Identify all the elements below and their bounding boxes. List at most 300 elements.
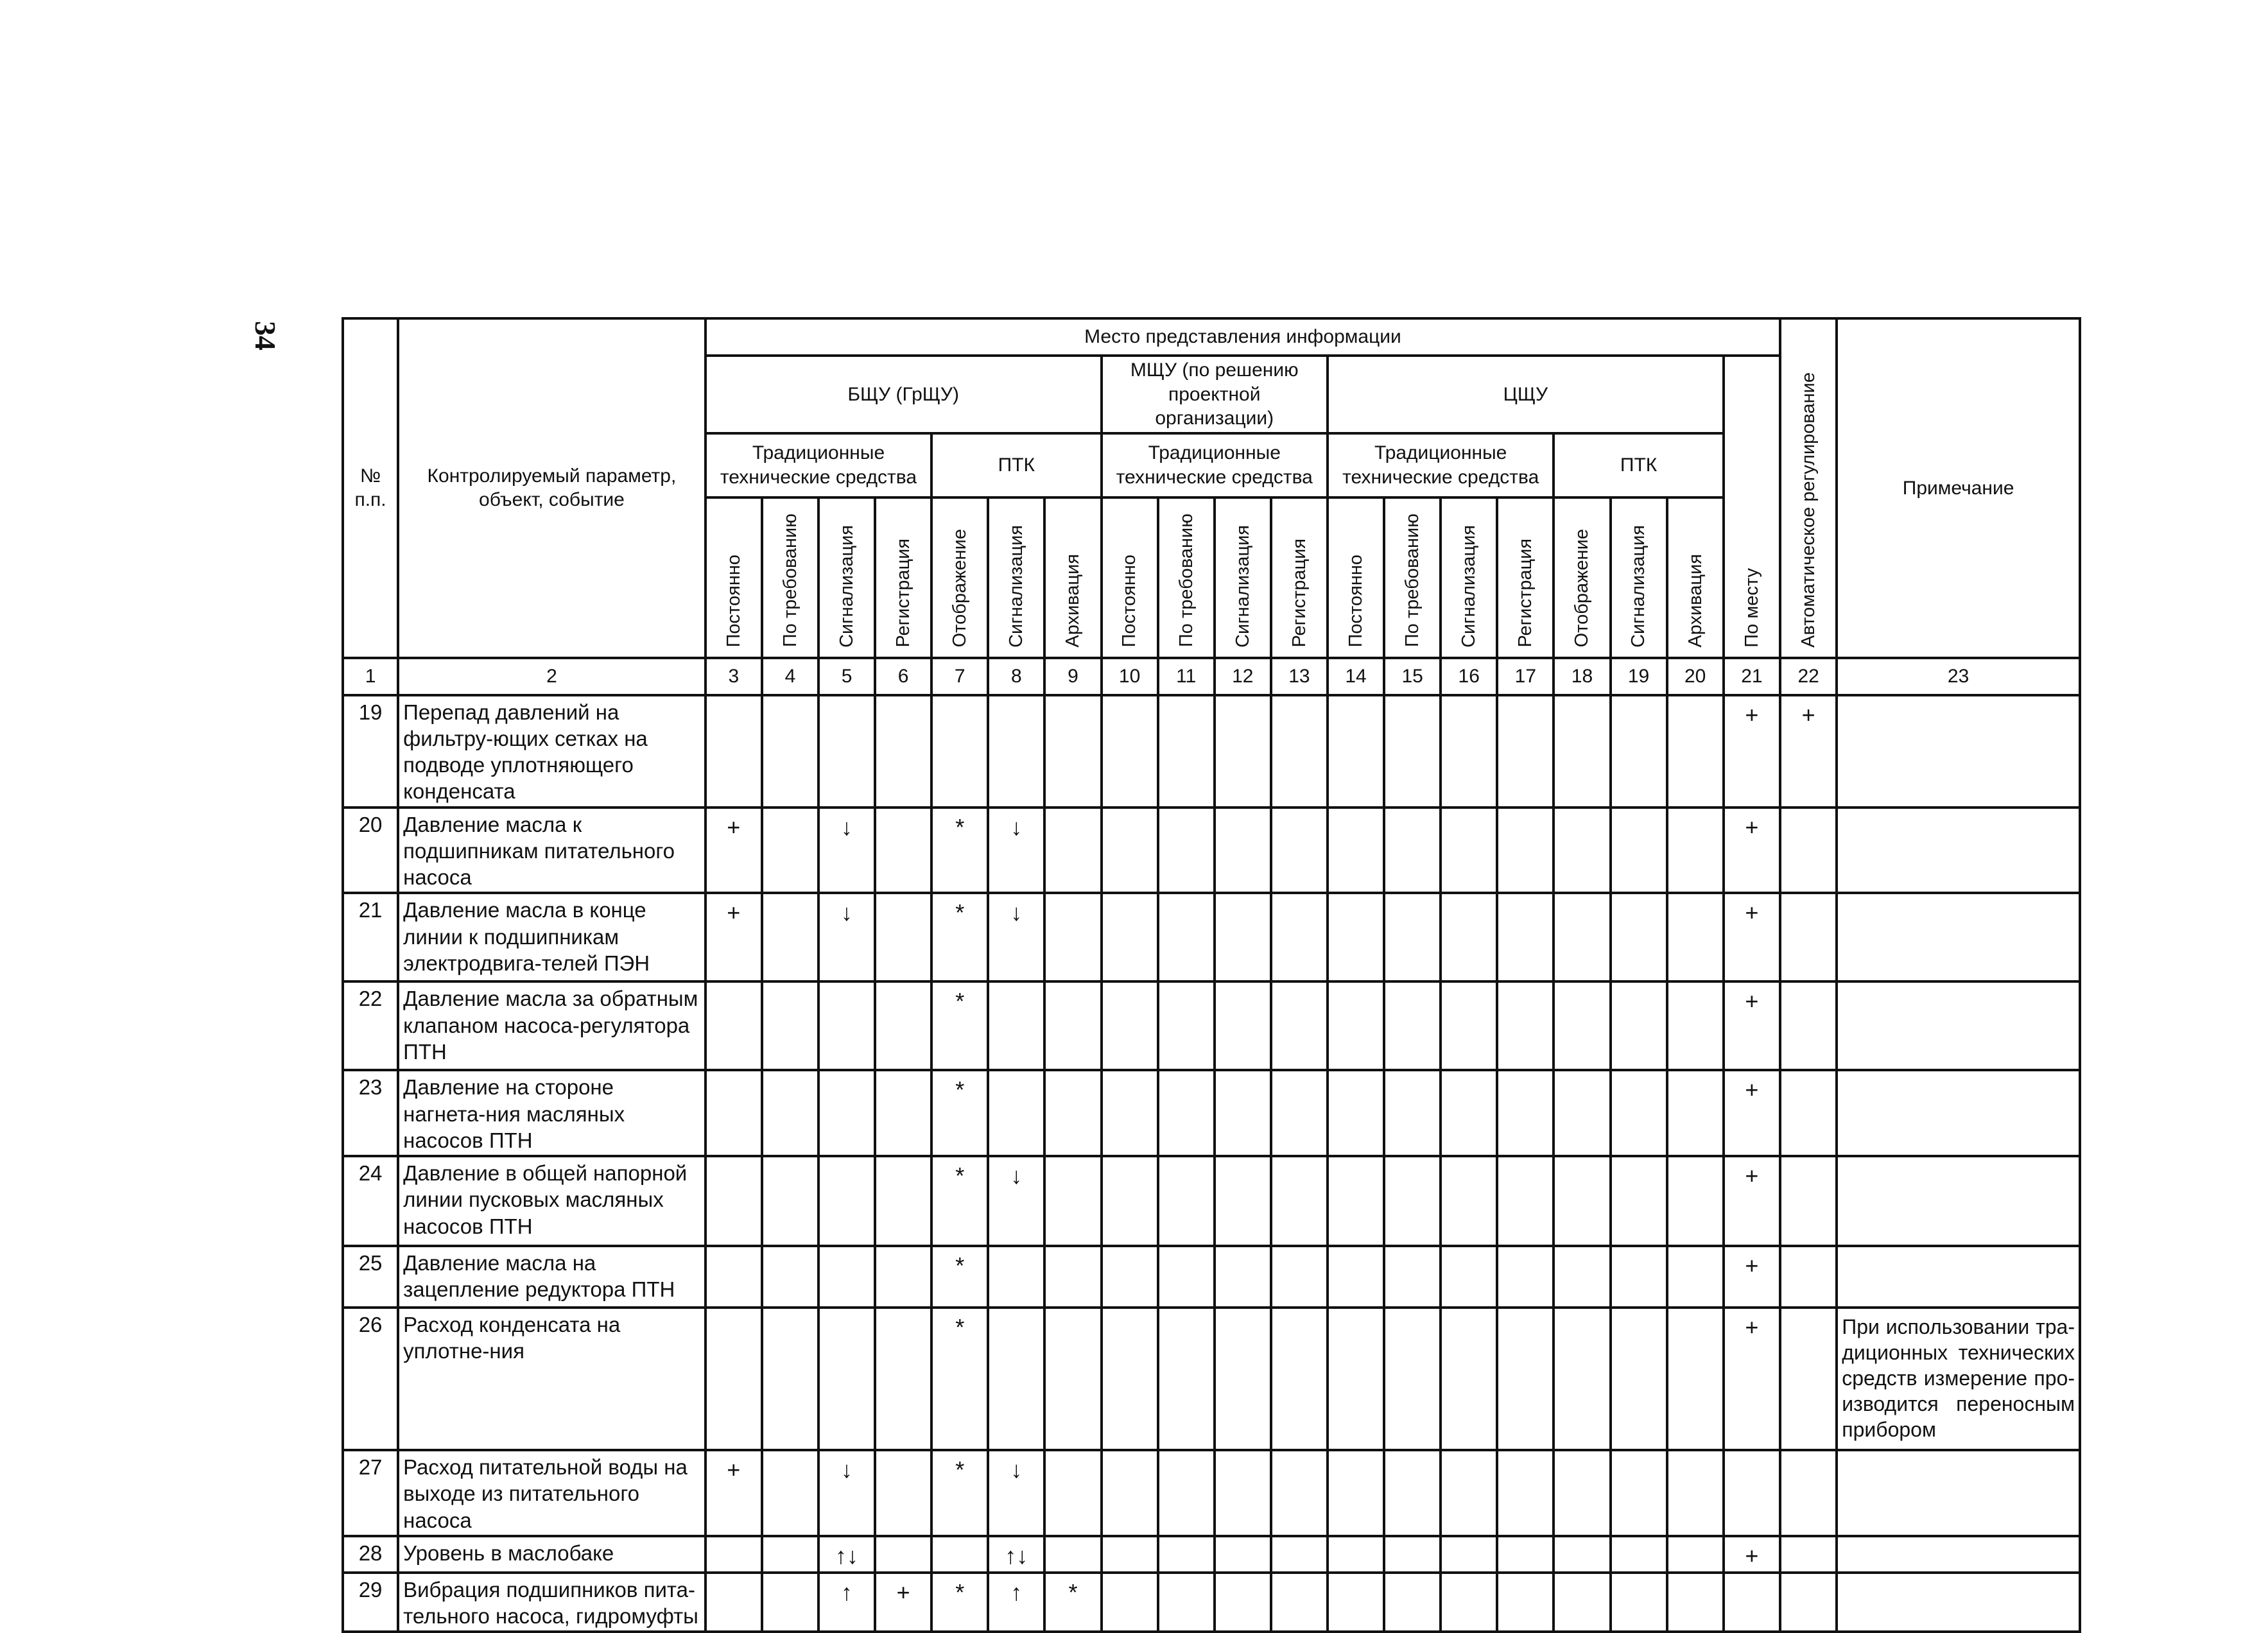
cell-11 xyxy=(1158,1070,1215,1156)
cell-5: ↓ xyxy=(818,893,875,981)
cell-7: * xyxy=(931,981,988,1070)
cell-20 xyxy=(1667,1156,1724,1246)
column-number: 18 xyxy=(1554,658,1610,695)
cell-22 xyxy=(1780,1573,1837,1632)
cell-5 xyxy=(818,1156,875,1246)
cell-15 xyxy=(1384,695,1441,808)
note-cell xyxy=(1837,1573,2080,1632)
cell-3: + xyxy=(706,893,762,981)
cell-13 xyxy=(1271,893,1328,981)
parameter-name: Уровень в маслобаке xyxy=(398,1536,706,1573)
cell-7: * xyxy=(931,1450,988,1536)
header-cshu: ЦЩУ xyxy=(1328,356,1724,433)
cell-3 xyxy=(706,981,762,1070)
cell-16 xyxy=(1441,1573,1497,1632)
parameters-table xyxy=(342,317,2081,1633)
header-col-6: Регистрация xyxy=(875,497,931,658)
cell-17 xyxy=(1497,1156,1554,1246)
cell-11 xyxy=(1158,1450,1215,1536)
cell-10 xyxy=(1102,1536,1158,1573)
page-number: 34 xyxy=(249,321,282,350)
cell-5 xyxy=(818,1246,875,1308)
cell-11 xyxy=(1158,1536,1215,1573)
cell-9 xyxy=(1044,1536,1101,1573)
cell-8 xyxy=(988,1246,1044,1308)
cell-5 xyxy=(818,1070,875,1156)
cell-22 xyxy=(1780,1156,1837,1246)
note-cell xyxy=(1837,695,2080,808)
cell-8 xyxy=(988,695,1044,808)
cell-14 xyxy=(1328,1536,1384,1573)
cell-17 xyxy=(1497,1573,1554,1632)
cell-10 xyxy=(1102,1156,1158,1246)
cell-3 xyxy=(706,1156,762,1246)
cell-12 xyxy=(1215,1536,1271,1573)
cell-11 xyxy=(1158,1308,1215,1450)
cell-18 xyxy=(1554,1156,1610,1246)
cell-20 xyxy=(1667,1573,1724,1632)
cell-17 xyxy=(1497,1246,1554,1308)
cell-6 xyxy=(875,893,931,981)
cell-14 xyxy=(1328,893,1384,981)
column-number: 20 xyxy=(1667,658,1724,695)
header-col-21: По месту xyxy=(1724,356,1780,658)
parameter-name: Давление масла к подшипникам питательного насоса xyxy=(398,808,706,894)
cell-6 xyxy=(875,1156,931,1246)
cell-7: * xyxy=(931,1308,988,1450)
header-col-8: Сигнализация xyxy=(988,497,1044,658)
cell-21: + xyxy=(1724,808,1780,894)
header-col-13: Регистрация xyxy=(1271,497,1328,658)
cell-11 xyxy=(1158,981,1215,1070)
cell-8: ↓ xyxy=(988,1450,1044,1536)
cell-4 xyxy=(762,695,818,808)
cell-20 xyxy=(1667,1246,1724,1308)
cell-17 xyxy=(1497,808,1554,894)
cell-21: + xyxy=(1724,1156,1780,1246)
cell-8: ↓ xyxy=(988,808,1044,894)
cell-14 xyxy=(1328,695,1384,808)
cell-18 xyxy=(1554,893,1610,981)
cell-4 xyxy=(762,1450,818,1536)
cell-8: ↓ xyxy=(988,893,1044,981)
header-col-12: Сигнализация xyxy=(1215,497,1271,658)
cell-17 xyxy=(1497,1308,1554,1450)
row-number: 19 xyxy=(343,695,398,808)
cell-11 xyxy=(1158,1573,1215,1632)
cell-7: * xyxy=(931,1156,988,1246)
cell-6 xyxy=(875,1450,931,1536)
header-col-4: По требованию xyxy=(762,497,818,658)
table-row xyxy=(343,808,2080,894)
cell-15 xyxy=(1384,808,1441,894)
cell-13 xyxy=(1271,1308,1328,1450)
cell-7: * xyxy=(931,893,988,981)
cell-18 xyxy=(1554,1246,1610,1308)
cell-7: * xyxy=(931,808,988,894)
cell-21: + xyxy=(1724,695,1780,808)
cell-15 xyxy=(1384,893,1441,981)
note-cell xyxy=(1837,1450,2080,1536)
cell-8 xyxy=(988,981,1044,1070)
row-number: 22 xyxy=(343,981,398,1070)
cell-6 xyxy=(875,1536,931,1573)
cell-4 xyxy=(762,808,818,894)
cell-13 xyxy=(1271,1536,1328,1573)
cell-14 xyxy=(1328,1450,1384,1536)
cell-17 xyxy=(1497,1070,1554,1156)
cell-17 xyxy=(1497,893,1554,981)
cell-13 xyxy=(1271,1450,1328,1536)
cell-6 xyxy=(875,981,931,1070)
cell-5: ↑ xyxy=(818,1573,875,1632)
column-number: 10 xyxy=(1102,658,1158,695)
cell-21: + xyxy=(1724,1536,1780,1573)
cell-19 xyxy=(1611,1536,1667,1573)
column-number: 16 xyxy=(1441,658,1497,695)
cell-12 xyxy=(1215,1450,1271,1536)
header-note: Примечание xyxy=(1837,318,2080,658)
column-number-row xyxy=(343,658,2080,695)
cell-10 xyxy=(1102,695,1158,808)
cell-20 xyxy=(1667,808,1724,894)
cell-16 xyxy=(1441,808,1497,894)
header-bshu-ptk: ПТК xyxy=(931,433,1101,497)
cell-20 xyxy=(1667,1070,1724,1156)
cell-12 xyxy=(1215,1308,1271,1450)
column-number: 13 xyxy=(1271,658,1328,695)
header-param: Контролируемый параметр, объект, событие xyxy=(398,318,706,658)
cell-4 xyxy=(762,1536,818,1573)
row-number: 27 xyxy=(343,1450,398,1536)
cell-18 xyxy=(1554,1450,1610,1536)
cell-4 xyxy=(762,1156,818,1246)
cell-20 xyxy=(1667,981,1724,1070)
column-number: 17 xyxy=(1497,658,1554,695)
cell-22 xyxy=(1780,1246,1837,1308)
cell-15 xyxy=(1384,981,1441,1070)
cell-7 xyxy=(931,695,988,808)
cell-14 xyxy=(1328,1246,1384,1308)
column-number: 15 xyxy=(1384,658,1441,695)
table-row xyxy=(343,893,2080,981)
cell-15 xyxy=(1384,1156,1441,1246)
cell-10 xyxy=(1102,1573,1158,1632)
cell-7: * xyxy=(931,1573,988,1632)
header-mshu-trad: Традиционные технические средства xyxy=(1102,433,1328,497)
cell-22 xyxy=(1780,981,1837,1070)
table-row xyxy=(343,1536,2080,1573)
header-bshu-trad: Традиционные технические средства xyxy=(706,433,931,497)
cell-14 xyxy=(1328,1573,1384,1632)
cell-16 xyxy=(1441,1246,1497,1308)
column-number: 19 xyxy=(1611,658,1667,695)
cell-6 xyxy=(875,1070,931,1156)
cell-16 xyxy=(1441,695,1497,808)
cell-17 xyxy=(1497,695,1554,808)
cell-18 xyxy=(1554,981,1610,1070)
cell-9 xyxy=(1044,1246,1101,1308)
cell-15 xyxy=(1384,1536,1441,1573)
cell-21: + xyxy=(1724,1308,1780,1450)
header-col-19: Сигнализация xyxy=(1611,497,1667,658)
column-number: 12 xyxy=(1215,658,1271,695)
cell-21 xyxy=(1724,1573,1780,1632)
column-number: 2 xyxy=(398,658,706,695)
header-col-10: Постоянно xyxy=(1102,497,1158,658)
cell-9 xyxy=(1044,1070,1101,1156)
cell-14 xyxy=(1328,981,1384,1070)
cell-3 xyxy=(706,1246,762,1308)
row-number: 20 xyxy=(343,808,398,894)
cell-7: * xyxy=(931,1070,988,1156)
cell-12 xyxy=(1215,981,1271,1070)
cell-13 xyxy=(1271,1156,1328,1246)
cell-22 xyxy=(1780,1536,1837,1573)
cell-4 xyxy=(762,1246,818,1308)
cell-14 xyxy=(1328,1156,1384,1246)
cell-10 xyxy=(1102,1246,1158,1308)
cell-12 xyxy=(1215,808,1271,894)
cell-17 xyxy=(1497,1450,1554,1536)
table-row xyxy=(343,1156,2080,1246)
cell-12 xyxy=(1215,1573,1271,1632)
cell-13 xyxy=(1271,981,1328,1070)
parameter-name: Перепад давлений на фильтру-ющих сетках на подводе уплотняющего конденсата xyxy=(398,695,706,808)
cell-22: + xyxy=(1780,695,1837,808)
cell-18 xyxy=(1554,695,1610,808)
cell-9: * xyxy=(1044,1573,1101,1632)
cell-5: ↑↓ xyxy=(818,1536,875,1573)
cell-9 xyxy=(1044,1308,1101,1450)
cell-13 xyxy=(1271,1573,1328,1632)
note-cell xyxy=(1837,808,2080,894)
cell-16 xyxy=(1441,1450,1497,1536)
cell-12 xyxy=(1215,695,1271,808)
table-header xyxy=(343,318,2080,695)
cell-10 xyxy=(1102,808,1158,894)
parameter-name: Давление на стороне нагнета-ния масляных насосов ПТН xyxy=(398,1070,706,1156)
note-cell xyxy=(1837,1156,2080,1246)
cell-8: ↑↓ xyxy=(988,1536,1044,1573)
header-col-18: Отображение xyxy=(1554,497,1610,658)
cell-19 xyxy=(1611,1450,1667,1536)
cell-10 xyxy=(1102,1450,1158,1536)
cell-20 xyxy=(1667,893,1724,981)
column-number: 6 xyxy=(875,658,931,695)
cell-19 xyxy=(1611,1308,1667,1450)
table-row xyxy=(343,1450,2080,1536)
header-col-9: Архивация xyxy=(1044,497,1101,658)
cell-19 xyxy=(1611,893,1667,981)
cell-3 xyxy=(706,1536,762,1573)
note-cell xyxy=(1837,1070,2080,1156)
cell-21: + xyxy=(1724,981,1780,1070)
cell-19 xyxy=(1611,981,1667,1070)
cell-7: * xyxy=(931,1246,988,1308)
cell-14 xyxy=(1328,1308,1384,1450)
column-number: 9 xyxy=(1044,658,1101,695)
column-number: 23 xyxy=(1837,658,2080,695)
cell-8: ↓ xyxy=(988,1156,1044,1246)
cell-5 xyxy=(818,981,875,1070)
header-col-7: Отображение xyxy=(931,497,988,658)
cell-19 xyxy=(1611,1070,1667,1156)
cell-22 xyxy=(1780,1308,1837,1450)
note-cell xyxy=(1837,893,2080,981)
cell-21: + xyxy=(1724,1246,1780,1308)
header-place: Место представления информации xyxy=(706,318,1780,356)
cell-4 xyxy=(762,1070,818,1156)
cell-9 xyxy=(1044,808,1101,894)
cell-5: ↓ xyxy=(818,808,875,894)
cell-17 xyxy=(1497,1536,1554,1573)
header-mshu: МЩУ (по решению проектной организации) xyxy=(1102,356,1328,433)
cell-15 xyxy=(1384,1246,1441,1308)
cell-8: ↑ xyxy=(988,1573,1044,1632)
cell-22 xyxy=(1780,893,1837,981)
table-body xyxy=(343,695,2080,1632)
cell-19 xyxy=(1611,695,1667,808)
cell-11 xyxy=(1158,1246,1215,1308)
cell-22 xyxy=(1780,1450,1837,1536)
row-number: 26 xyxy=(343,1308,398,1450)
cell-13 xyxy=(1271,1070,1328,1156)
cell-8 xyxy=(988,1070,1044,1156)
header-col-5: Сигнализация xyxy=(818,497,875,658)
header-no: № п.п. xyxy=(343,318,398,658)
table-row xyxy=(343,1070,2080,1156)
cell-19 xyxy=(1611,808,1667,894)
cell-20 xyxy=(1667,1536,1724,1573)
parameter-name: Давление масла на зацепление редуктора ПТН xyxy=(398,1246,706,1308)
header-auto: Автоматическое регулирование xyxy=(1780,318,1837,658)
cell-10 xyxy=(1102,1070,1158,1156)
column-number: 5 xyxy=(818,658,875,695)
cell-9 xyxy=(1044,893,1101,981)
header-col-16: Сигнализация xyxy=(1441,497,1497,658)
cell-19 xyxy=(1611,1573,1667,1632)
cell-14 xyxy=(1328,808,1384,894)
cell-16 xyxy=(1441,1070,1497,1156)
cell-3 xyxy=(706,1308,762,1450)
parameter-name: Вибрация подшипников пита-тельного насоса, гидромуфты xyxy=(398,1573,706,1632)
row-number: 21 xyxy=(343,893,398,981)
cell-6 xyxy=(875,695,931,808)
header-col-11: По требованию xyxy=(1158,497,1215,658)
parameter-name: Давление масла за обратным клапаном насоса-регулятора ПТН xyxy=(398,981,706,1070)
row-number: 25 xyxy=(343,1246,398,1308)
column-number: 11 xyxy=(1158,658,1215,695)
cell-5 xyxy=(818,1308,875,1450)
cell-12 xyxy=(1215,893,1271,981)
cell-16 xyxy=(1441,1156,1497,1246)
cell-12 xyxy=(1215,1156,1271,1246)
cell-9 xyxy=(1044,981,1101,1070)
cell-12 xyxy=(1215,1246,1271,1308)
cell-8 xyxy=(988,1308,1044,1450)
cell-3: + xyxy=(706,808,762,894)
cell-7 xyxy=(931,1536,988,1573)
cell-3: + xyxy=(706,1450,762,1536)
cell-16 xyxy=(1441,981,1497,1070)
cell-4 xyxy=(762,893,818,981)
table-row xyxy=(343,1246,2080,1308)
cell-21: + xyxy=(1724,893,1780,981)
header-col-20: Архивация xyxy=(1667,497,1724,658)
column-number: 7 xyxy=(931,658,988,695)
cell-19 xyxy=(1611,1156,1667,1246)
cell-11 xyxy=(1158,1156,1215,1246)
cell-20 xyxy=(1667,1308,1724,1450)
column-number: 8 xyxy=(988,658,1044,695)
cell-4 xyxy=(762,1308,818,1450)
column-number: 4 xyxy=(762,658,818,695)
row-number: 28 xyxy=(343,1536,398,1573)
cell-19 xyxy=(1611,1246,1667,1308)
note-cell: При использовании тра-диционных технических средств измерение про-изводится переносным прибором xyxy=(1837,1308,2080,1450)
header-col-14: Постоянно xyxy=(1328,497,1384,658)
header-cshu-ptk: ПТК xyxy=(1554,433,1723,497)
cell-10 xyxy=(1102,1308,1158,1450)
cell-18 xyxy=(1554,1536,1610,1573)
cell-9 xyxy=(1044,695,1101,808)
note-cell xyxy=(1837,1536,2080,1573)
cell-11 xyxy=(1158,695,1215,808)
row-number: 29 xyxy=(343,1573,398,1632)
note-cell xyxy=(1837,981,2080,1070)
cell-6 xyxy=(875,1246,931,1308)
cell-18 xyxy=(1554,1308,1610,1450)
cell-3 xyxy=(706,695,762,808)
cell-15 xyxy=(1384,1308,1441,1450)
cell-22 xyxy=(1780,1070,1837,1156)
cell-16 xyxy=(1441,1536,1497,1573)
cell-6: + xyxy=(875,1573,931,1632)
table-row xyxy=(343,981,2080,1070)
header-col-15: По требованию xyxy=(1384,497,1441,658)
cell-14 xyxy=(1328,1070,1384,1156)
cell-4 xyxy=(762,981,818,1070)
cell-15 xyxy=(1384,1573,1441,1632)
cell-15 xyxy=(1384,1070,1441,1156)
table-row xyxy=(343,1308,2080,1450)
cell-16 xyxy=(1441,1308,1497,1450)
cell-11 xyxy=(1158,893,1215,981)
header-bshu: БЩУ (ГрЩУ) xyxy=(706,356,1102,433)
cell-13 xyxy=(1271,808,1328,894)
row-number: 24 xyxy=(343,1156,398,1246)
cell-4 xyxy=(762,1573,818,1632)
cell-15 xyxy=(1384,1450,1441,1536)
cell-10 xyxy=(1102,893,1158,981)
cell-6 xyxy=(875,1308,931,1450)
cell-13 xyxy=(1271,695,1328,808)
cell-9 xyxy=(1044,1450,1101,1536)
header-col-3: Постоянно xyxy=(706,497,762,658)
cell-5 xyxy=(818,695,875,808)
parameter-name: Расход конденсата на уплотне-ния xyxy=(398,1308,706,1450)
cell-16 xyxy=(1441,893,1497,981)
cell-13 xyxy=(1271,1246,1328,1308)
header-cshu-trad: Традиционные технические средства xyxy=(1328,433,1554,497)
cell-11 xyxy=(1158,808,1215,894)
cell-18 xyxy=(1554,808,1610,894)
cell-22 xyxy=(1780,808,1837,894)
cell-21: + xyxy=(1724,1070,1780,1156)
parameter-name: Давление в общей напорной линии пусковых масляных насосов ПТН xyxy=(398,1156,706,1246)
cell-5: ↓ xyxy=(818,1450,875,1536)
